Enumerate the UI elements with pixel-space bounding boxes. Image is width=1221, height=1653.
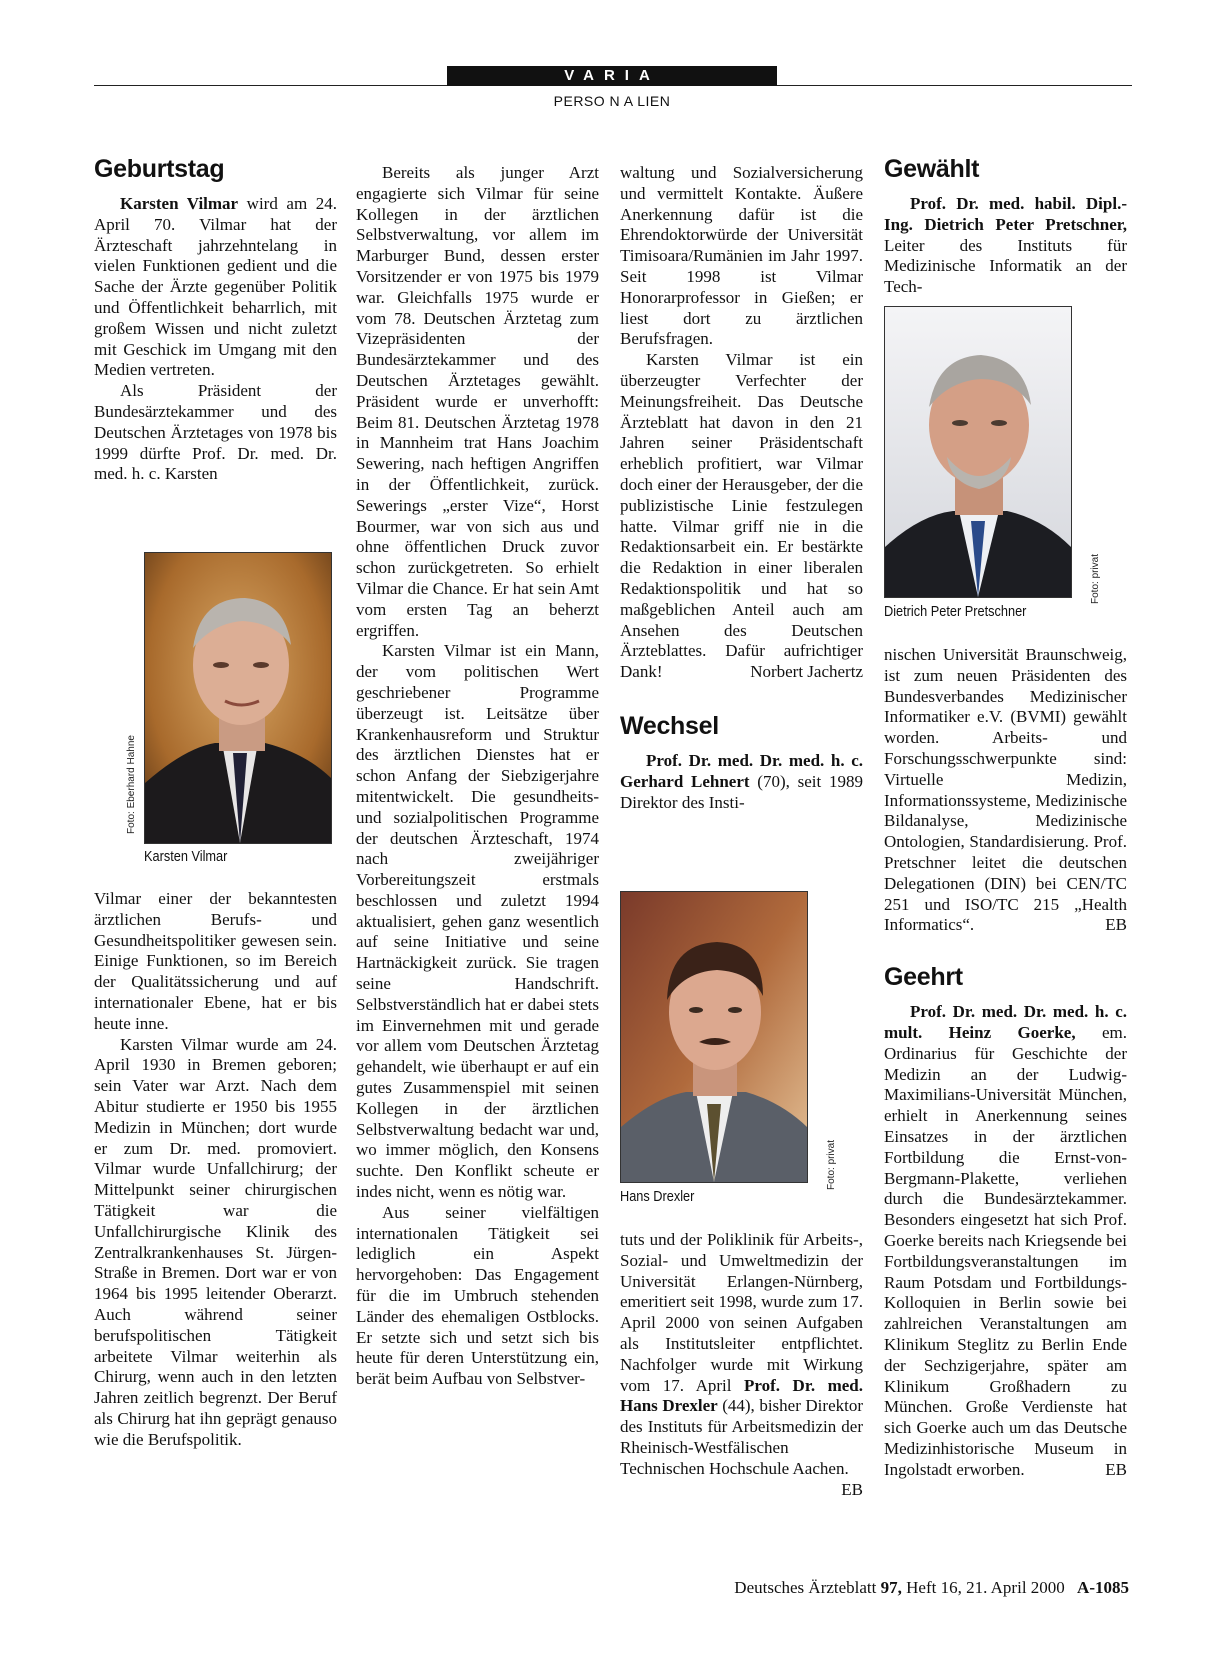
issue: Heft 16, 21. April 2000 xyxy=(906,1578,1065,1597)
paragraph: Als Präsident der Bundesärztekammer und des Deutschen Ärztetages von 1978 bis 1999 dürfte Prof. Dr. med. Dr. med. h. c. Karsten xyxy=(94,381,337,484)
subsection-label: PERSO N A LIEN xyxy=(553,93,671,109)
page-footer xyxy=(734,1578,1129,1598)
paragraph-text: nischen Universität Braunschweig, ist zum neuen Präsidenten des Bundesverbandes Medizinischer Informatiker e.V. (BVMI) gewählt worden. Arbeits- und Forschungsschwerpunkte sind: Virtuelle Medizin, Informationssysteme, Medizinische Bildanalyse, Medizinische Ontologien, Standardisierung. Prof. Pretschner leitet die deutschen Delegationen (DIN) bei CEN/TC 251 und ISO/TC 215 „Health Informatics“. xyxy=(884,645,1127,935)
paragraph-text: tuts und der Poliklinik für Arbeits-, Sozial- und Umweltmedizin der Universität Erlangen-Nürnberg, emeritiert seit 1998, wurde zum 17. April 2000 von seinen Aufgaben als Institutsleiter entpflichtet. Nachfolger wurde mit Wirkung vom 17. April xyxy=(620,1230,863,1395)
photo-caption: Karsten Vilmar xyxy=(144,848,228,865)
person-name: Prof. Dr. med. Hans Drexler xyxy=(620,1375,864,1416)
paragraph-text: wird am 24. April 70. Vilmar hat der Ärzteschaft jahrzehntelang in vielen Funktionen gedient und die Sache der Ärzte gegenüber Politik und Öffentlichkeit beharrlich, mit großem Wissen und nicht zuletzt mit Geschick im Umgang mit den Medien vertreten. xyxy=(94,194,337,380)
paragraph-text: (44), bisher Direktor des Instituts für Arbeitsmedizin der Rheinisch-Westfälischen Technischen Hochschule Aachen. xyxy=(620,1396,863,1478)
column-1 xyxy=(94,154,337,485)
paragraph: Bereits als junger Arzt engagierte sich Vilmar für seine Kollegen in der ärztlichen Selbstverwaltung, vor allem im Marburger Bund, dessen erster Vorsitzender er von 1975 bis 1979 war. Gleichfalls 1975 wurde er vom 78. Deutschen Ärztetag zum Vizepräsidenten der Bundesärztekammer und des Deutschen Ärztetages gewählt. Präsident wurde er unverhofft: Beim 81. Deutschen Ärztetag 1978 in Mannheim trat Hans Joachim Sewering, nach heftigen Angriffen in der Öffentlichkeit, zurück. Sewerings „erster Vize“, Horst Bourmer, war von sich aus und ohne öffentlichen Druck zuvor schon zurückgetreten. So erhielt Vilmar die Chance. Er hat sein Amt vom ersten Tag an beherzt ergriffen. xyxy=(356,163,599,640)
author-signature: Norbert Jachertz xyxy=(750,662,863,682)
paragraph xyxy=(94,194,337,381)
paragraph xyxy=(884,645,1127,936)
paragraph-text: (70), seit 1989 Direktor des Insti- xyxy=(620,771,863,812)
heading-gewaehlt: Gewählt xyxy=(884,155,980,183)
column-3 xyxy=(620,163,863,813)
photo-hans-drexler xyxy=(620,891,808,1183)
paragraph xyxy=(620,350,863,683)
paragraph-text: Leiter des Instituts für Medizinische Informatik an der Tech- xyxy=(884,235,1127,297)
paragraph xyxy=(884,1002,1127,1480)
paragraph-text: Karsten Vilmar ist ein überzeugter Verfechter der Meinungsfreiheit. Das Deutsche Ärzteblatt hat davon in den 21 Jahren seiner Präsidentschaft erheblich profitiert, war Vilmar doch einer der Herausgeber, der die publizistische Linie festzulegen hatte. Vilmar griff nie in die Redaktionsarbeit ein. Er bestärkte die Redaktion in einer liberalen Redaktionspolitik und hat so maßgeblichen Anteil auch am Ansehen des Deutschen Ärzteblattes. Dafür aufrichtiger Dank! xyxy=(620,350,863,682)
column-4 xyxy=(884,154,1127,298)
volume: 97, xyxy=(880,1578,902,1597)
photo-caption: Dietrich Peter Pretschner xyxy=(884,603,1027,620)
heading-geehrt: Geehrt xyxy=(884,963,963,992)
photo-credit: Foto: Eberhard Hahne xyxy=(126,735,137,834)
photo-dietrich-peter-pretschner xyxy=(884,306,1072,598)
section-label: VARIA xyxy=(447,66,777,86)
paragraph xyxy=(884,194,1127,298)
paragraph: Vilmar einer der bekanntesten ärztlichen Berufs- und Gesundheitspolitiker gewesen sein. Einige Funktionen, so im Bereich der Qualitätssicherung und auf internationaler Ebene, hat er bis heute inne. xyxy=(94,889,337,1033)
column-3-continued xyxy=(620,1230,863,1500)
paragraph: Karsten Vilmar wurde am 24. April 1930 in Bremen geboren; sein Vater war Arzt. Nach dem Abitur studierte er 1950 bis 1955 Medizin in München; dort wurde er zum Dr. med. promoviert. Vilmar wurde Unfallchirurg; der Mittelpunkt seiner chirurgischen Tätigkeit war die Unfallchirurgische Klinik des Zentralkrankenhauses St. Jürgen-Straße in Bremen. Dort war er von 1964 bis 1995 leitender Oberarzt. Auch während seiner berufspolitischen Tätigkeit arbeitete Vilmar weiterhin als Chirurg, wenn auch in den letzten Jahren zeitlich begrenzt. Der Beruf als Chirurg hat ihn geprägt genauso wie die Berufspolitik. xyxy=(94,1034,337,1449)
photo-credit: Foto: privat xyxy=(826,1139,837,1190)
journal-name: Deutsches Ärzteblatt xyxy=(734,1578,877,1597)
person-name: Karsten Vilmar xyxy=(120,194,239,213)
paragraph xyxy=(620,1230,864,1499)
column-1-continued xyxy=(94,889,337,1451)
heading-geburtstag: Geburtstag xyxy=(94,155,225,183)
photo-credit: Foto: privat xyxy=(1090,553,1101,604)
paragraph: Karsten Vilmar ist ein Mann, der vom politischen Wert geschriebener Programme überzeugt ist. Leitsätze über Krankenhausreform und Struktur des ärztlichen Dienstes hat er schon Anfang der Siebzigerjahre mitentwickelt. Die gesundheits- und sozialpolitischen Programme der deutschen Ärzteschaft, 1974 nach zweijähriger Vorbereitungszeit erstmals beschlossen und zuletzt 1994 aktualisiert, gehen ganz wesentlich auf seine Initiative und seine Hartnäckigkeit zurück. Sie tragen seine Handschrift. Selbstverständlich hat er dabei stets im Einvernehmen mit und gerade vor allem vom Deutschen Ärztetag gehandelt, wie überhaupt er auf ein gutes Zusammenspiel mit seinen Kollegen in der ärztlichen Selbstverwaltung bedacht war und, wo immer möglich, den Konsens suchte. Den Konflikt scheute er indes nicht, wenn es nötig war. xyxy=(356,641,599,1202)
signature: EB xyxy=(1105,1459,1127,1479)
column-2 xyxy=(356,163,599,1390)
photo-caption: Hans Drexler xyxy=(620,1188,695,1205)
paragraph: Aus seiner vielfältigen internationalen Tätigkeit sei lediglich ein Aspekt hervorgehoben: Das Engagement für die im Umbruch stehenden Länder des ehemaligen Ostblocks. Er setzte sich und setzt sich bis heute für deren Unterstützung ein, berät beim Aufbau von Selbstver- xyxy=(356,1202,599,1389)
photo-karsten-vilmar xyxy=(144,552,332,844)
person-name: Prof. Dr. med. habil. Dipl.-Ing. Dietrich Peter Pretschner, xyxy=(884,194,1127,234)
paragraph xyxy=(620,751,863,813)
person-name: Prof. Dr. med. Dr. med. h. c. mult. Heinz Goerke, xyxy=(884,1002,1127,1042)
paragraph: waltung und Sozialversicherung und vermittelt Kontakte. Äußere Anerkennung dafür ist die Ehrendoktorwürde der Universität Timisoara/Rumänien im Jahr 1997. Seit 1998 ist Vilmar Honorarprofessor in Gießen; er liest dort zu ärztlichen Berufsfragen. xyxy=(620,163,863,349)
heading-wechsel: Wechsel xyxy=(620,711,719,740)
person-name: Prof. Dr. med. Dr. med. h. c. Gerhard Lehnert xyxy=(620,750,863,791)
signature: EB xyxy=(1105,915,1127,935)
page-number: A-1085 xyxy=(1077,1578,1129,1597)
column-4-continued xyxy=(884,645,1127,1480)
paragraph-text: em. Ordinarius für Geschichte der Medizin an der Ludwig-Maximilians-Universität München, erhielt in Anerkennung seines Einsatzes in der ärztlichen Fortbildung die Ernst-von-Bergmann-Plakette, verliehen durch die Bundesärztekammer. Besonders eingesetzt hat sich Prof. Goerke bereits nach Kriegsende bei Fortbildungsveranstaltungen im Raum Potsdam und Fortbildungs-Kolloquien in Berlin sowie bei zahlreichen Veranstaltungen am Klinikum Steglitz zu Berlin Ende der Sechzigerjahre, später am Klinikum Großhadern zu München. Große Verdienste hat sich Goerke auch um das Deutsche Medizinhistorische Museum in Ingolstadt erworben. xyxy=(884,1022,1127,1479)
signature: EB xyxy=(841,1479,863,1499)
